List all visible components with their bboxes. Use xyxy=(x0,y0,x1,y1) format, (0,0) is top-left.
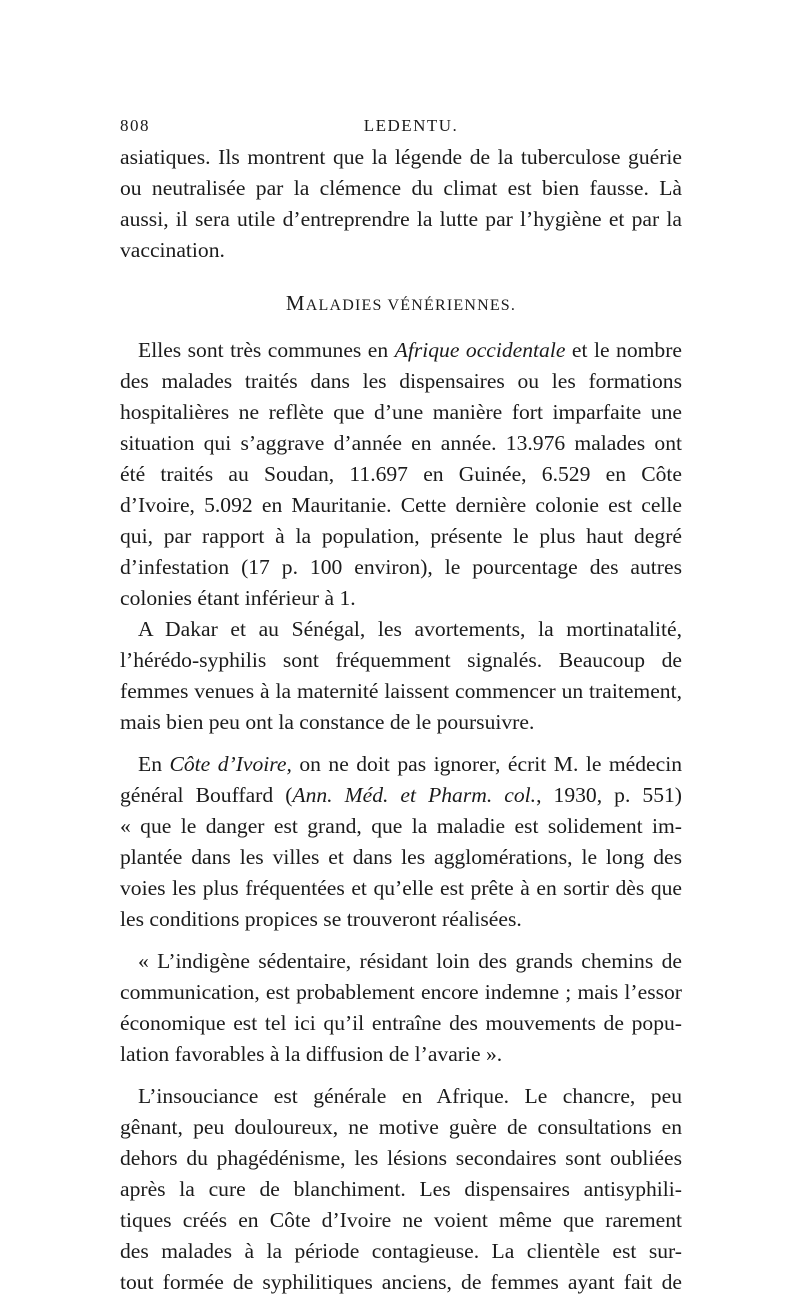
text-run: et le nombre xyxy=(565,338,683,362)
text-line: l’hérédo-syphilis sont fréquemment signalés. Beaucoup de xyxy=(120,648,682,672)
text-line: plantée dans les villes et dans les agglomérations, le long des xyxy=(120,845,682,869)
running-title: LEDENTU. xyxy=(363,116,459,135)
text-line: après la cure de blanchiment. Les dispensaires antisyphili- xyxy=(120,1177,682,1201)
text-line: colonies étant inférieur à 1. xyxy=(120,586,356,610)
text-line: d’Ivoire, 5.092 en Mauritanie. Cette dernière colonie est celle xyxy=(120,493,682,517)
text-run: En xyxy=(138,752,170,776)
text-line: communication, est probablement encore indemne ; mais l’essor xyxy=(120,980,682,1004)
section-heading xyxy=(120,288,682,318)
text-line: voies les plus fréquentées et qu’elle est prête à en sortir dès que xyxy=(120,876,682,900)
paragraph-gap xyxy=(120,738,682,749)
text-line: vaccination. xyxy=(120,238,225,262)
text-run: général Bouffard ( xyxy=(120,783,293,807)
text-line: asiatiques. Ils montrent que la légende de la tuberculose guérie xyxy=(120,145,682,169)
text-line: été traités au Soudan, 11.697 en Guinée, 6.529 en Côte xyxy=(120,462,682,486)
running-head xyxy=(120,108,682,142)
italic-citation: Ann. Méd. et Pharm. col. xyxy=(292,783,537,807)
paragraph-quote xyxy=(120,946,682,1070)
text-line: ou neutralisée par la clémence du climat est bien fausse. Là xyxy=(120,176,682,200)
text-line: L’insouciance est générale en Afrique. Le chancre, peu xyxy=(138,1084,682,1108)
text-line: femmes venues à la maternité laissent commencer un traitement, xyxy=(120,679,682,703)
book-page xyxy=(120,108,682,1298)
page-number: 808 xyxy=(120,116,150,135)
italic-place-name: Côte d’Ivoire, xyxy=(169,752,292,776)
text-line: des malades à la période contagieuse. La clientèle est sur- xyxy=(120,1239,682,1263)
paragraph-maladies xyxy=(120,335,682,614)
text-line: les conditions propices se trouveront réalisées. xyxy=(120,907,522,931)
text-line xyxy=(120,780,682,811)
text-line: lation favorables à la diffusion de l’avarie ». xyxy=(120,1042,503,1066)
text-line: dehors du phagédénisme, les lésions secondaires sont oubliées xyxy=(120,1146,682,1170)
text-line: « L’indigène sédentaire, résidant loin des grands chemins de xyxy=(138,949,682,973)
text-run: on ne doit pas ignorer, écrit M. le médecin xyxy=(291,752,683,776)
text-line: tout formée de syphilitiques anciens, de femmes ayant fait de xyxy=(120,1270,682,1294)
heading-initial: M xyxy=(285,291,306,315)
text-run: , 1930, p. 551) xyxy=(536,783,682,807)
italic-place-name: Afrique occidentale xyxy=(394,338,566,362)
text-line: économique est tel ici qu’il entraîne des mouvements de popu- xyxy=(120,1011,682,1035)
heading-rest: ALADIES VÉNÉRIENNES. xyxy=(305,297,517,314)
text-line: A Dakar et au Sénégal, les avortements, la mortinatalité, xyxy=(138,617,682,641)
text-run: Elles sont très communes en xyxy=(138,338,395,362)
text-line xyxy=(120,335,682,366)
text-line xyxy=(120,749,682,780)
text-line: « que le danger est grand, que la maladie est solidement im- xyxy=(120,814,682,838)
text-line: qui, par rapport à la population, présente le plus haut degré xyxy=(120,524,682,548)
text-line: tiques créés en Côte d’Ivoire ne voient même que rarement xyxy=(120,1208,682,1232)
text-line: d’infestation (17 p. 100 environ), le pourcentage des autres xyxy=(120,555,682,579)
paragraph-gap xyxy=(120,1070,682,1081)
text-line: mais bien peu ont la constance de le poursuivre. xyxy=(120,710,535,734)
paragraph-cote-ivoire xyxy=(120,749,682,935)
paragraph-insouciance xyxy=(120,1081,682,1298)
text-line: des malades traités dans les dispensaires ou les formations xyxy=(120,369,682,393)
paragraph-gap xyxy=(120,935,682,946)
paragraph-continuation xyxy=(120,142,682,266)
text-line: aussi, il sera utile d’entreprendre la lutte par l’hygiène et par la xyxy=(120,207,682,231)
text-line: gênant, peu douloureux, ne motive guère de consultations en xyxy=(120,1115,682,1139)
text-line: situation qui s’aggrave d’année en année. 13.976 malades ont xyxy=(120,431,682,455)
text-line: hospitalières ne reflète que d’une manière fort imparfaite une xyxy=(120,400,682,424)
paragraph-dakar xyxy=(120,614,682,738)
